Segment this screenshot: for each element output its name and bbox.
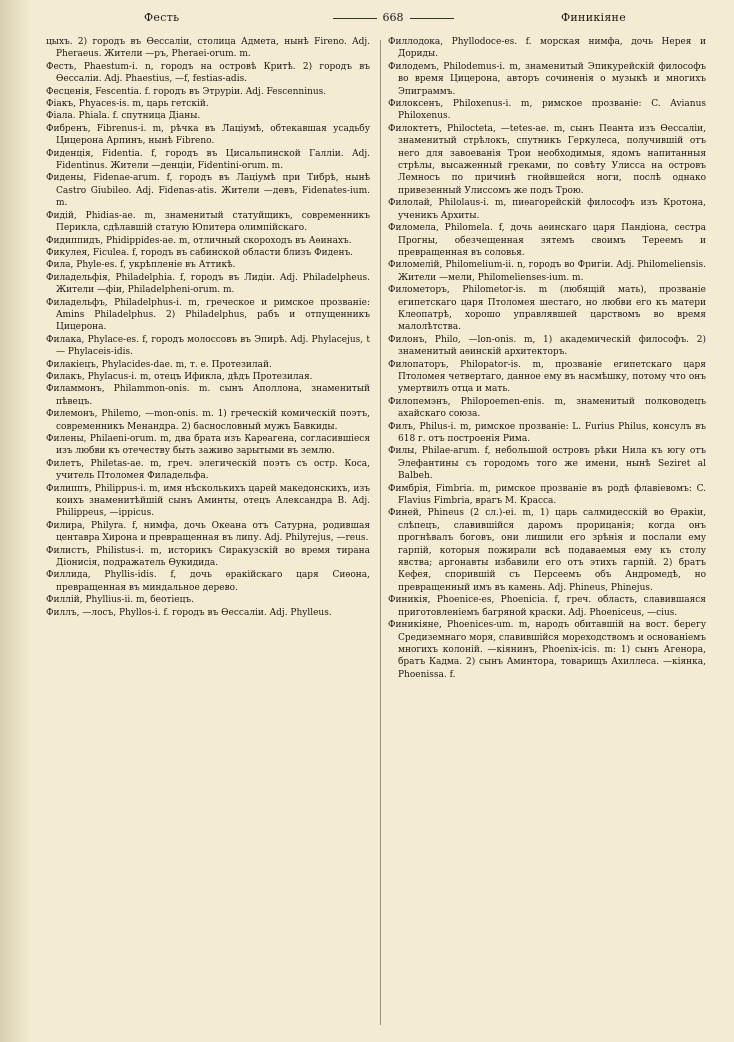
right-column — [388, 36, 706, 1032]
dictionary-entry: Филлодока, Phyllodoce-es. f. морская нимфа, дочь Нерея и Дориды. — [388, 37, 706, 60]
page-header — [44, 8, 694, 30]
dictionary-entry: Филлъ, —лосъ, Phyllos-i. f. городъ въ Ѳессалiи. Adj. Phylleus. — [46, 607, 332, 618]
dictionary-entry: Фимбрiя, Fimbria. m, римское прозванiе въ родѣ флавiевомъ: C. Flavius Fimbria, врагъ М. Красса. — [388, 483, 706, 507]
dictionary-entry: Филира, Philyra. f, нимфа, дочь Океана отъ Сатурна, родившая центавра Хирона и превращенная въ липу. Adj. Philyrejus, —reus. — [46, 520, 370, 544]
dictionary-entry: Фiакъ, Phyaces-is. m, царь гетскiй. — [46, 99, 209, 110]
dictionary-entry: Филемонъ, Philemo, —mon-onis. m. 1) греческiй комическiй поэтъ, современникъ Менандра. 2) баснословный мужъ Бавкиды. — [46, 409, 370, 432]
page-number-block — [312, 11, 474, 24]
dictionary-entry: Филы, Philae-arum. f, небольшой островъ рѣки Нила къ югу отъ Элефантины съ городомъ того же имени, нынѣ Seziret al Balbeh. — [388, 446, 706, 482]
dictionary-entry: Финикiя, Phoenice-es, Phoenicia. f, греч. область, славившаяся приготовленiемъ багряной краски. Adj. Phoeniceus, —cius. — [388, 595, 706, 618]
dictionary-entry: Фесть, Phaestum-i. n, городъ на островѣ Критѣ. 2) городъ въ Ѳессалiи. Adj. Phaestius, —f, festias-adis. — [46, 61, 370, 85]
dictionary-entry: Фидены, Fidenae-arum. f, городъ въ Лацiумѣ при Тибрѣ, нынѣ Castro Giubileo. Adj. Fidenas-atis. Жители —девъ, Fidenates-ium. m. — [46, 173, 370, 209]
page-number: 668 — [382, 11, 404, 24]
running-head-left: Фесть — [144, 11, 180, 24]
page-edge-shadow — [0, 0, 30, 1042]
dictionary-entry: Филометоръ, Philometor-is. m (любящiй мать), прозванiе египетскаго царя Птоломея шестаго, но любви его къ матери Клеопатрѣ, хорошо управлявшей царствомъ во время малолѣтства. — [388, 285, 706, 333]
column-divider — [380, 40, 381, 1025]
dictionary-entry: Филлида, Phyllis-idis. f, дочь ѳракiйскаго царя Сиѳона, превращенная въ миндальное дерево. — [46, 570, 370, 593]
left-column — [46, 36, 370, 1032]
dictionary-entry: Филакiецъ, Phylacides-dae. m, т. е. Протезилай. — [46, 359, 272, 370]
dictionary-entry: Филоксенъ, Philoxenus-i. m, римское прозванiе: C. Avianus Philoxenus. — [388, 99, 706, 122]
dictionary-entry: Фикулея, Ficulea. f, городъ въ сабинской области близъ Фиденъ. — [46, 247, 354, 258]
dictionary-entry: Фiала. Phiala. f. спутница Дiаны. — [46, 111, 201, 122]
dictionary-entry: Филадельфъ, Philadelphus-i. m, греческое и римское прозванiе: Amins Philadelphus. 2) Philadelphus, рабъ и отпущенникъ Цицерона. — [46, 297, 370, 333]
dictionary-entry: Фидiй, Phidias-ae. m, знаменитый статуйщикъ, современникъ Перикла, сдѣлавшiй статую Юпитера олимпiйскаго. — [46, 210, 370, 234]
dictionary-entry: Филакъ, Phylacus-i. m, отецъ Ификла, дѣдъ Протезилая. — [46, 371, 313, 382]
running-head-right: Финикiяне — [561, 11, 626, 24]
dictionary-entry: Филетъ, Philetas-ae. m, греч. элегическiй поэтъ съ остр. Коса, учитель Птоломея Филадельфа. — [46, 458, 370, 482]
dictionary-entry: Фибренъ, Fibrenus-i. m, рѣчка въ Лацiумѣ, обтекавшая усадьбу Цицерона Арпинъ, нынѣ Fibreno. — [46, 123, 370, 147]
dictionary-entry: Фиденцiя, Fidentia. f, городъ въ Цисальпинской Галлiи. Adj. Fidentinus. Жители —денцiи, Fidentini-orum. m. — [46, 148, 370, 172]
dictionary-entry: Фесценiя, Fescentia. f. городъ въ Этрурiи. Adj. Fescenninus. — [46, 86, 327, 97]
dictionary-entry: Филъ, Philus-i. m, римское прозванiе: L. Furius Philus, консулъ въ 618 г. отъ построенiя Рима. — [388, 421, 706, 444]
dictionary-entry: Филаммонъ, Philammon-onis. m. сынъ Аполлона, знаменитый пѣвецъ. — [46, 384, 370, 407]
dictionary-entry: Филомелiй, Philomelium-ii. n, городъ во Фригiи. Adj. Philomeliensis. Жители —мели, Philomelienses-ium. m. — [388, 260, 706, 283]
dictionary-entry: Филадельфiя, Philadelphia. f, городъ въ Лидiи. Adj. Philadelpheus. Жители —фiи, Philadelpheni-orum. m. — [46, 272, 370, 296]
dictionary-entry: Филиппъ, Philippus-i. m, имя нѣсколькихъ царей македонскихъ, изъ коихъ знаменитѣйшiй сынъ Аминты, отецъ Александра В. Adj. Philippeus, —ippicus. — [46, 483, 370, 519]
header-rule-left — [333, 18, 377, 19]
header-rule-right — [410, 18, 454, 19]
dictionary-entry: Филены, Philaeni-orum. m, два брата изъ Карѳагена, согласившiеся изъ любви къ отечеству быть заживо зарытыми въ землю. — [46, 434, 370, 457]
dictionary-entry: Фила, Phyle-es. f, укрѣпленiе въ Аттикѣ. — [46, 260, 236, 271]
dictionary-entry: Финикiяне, Phoenices-um. m, народъ обитавшiй на вост. берегу Средиземнаго моря, славившiйся мореходствомъ и основанiемъ многихъ колонiй. —кiянинъ, Phoenix-icis. m: 1) сынъ Агенора, братъ Кадма. 2) сынъ Аминтора, товарищъ Ахиллеса. —кiянка, Phoenissa. f. — [388, 620, 706, 680]
dictionary-entry: Филомела, Philomela. f, дочь аѳинскаго царя Пандiона, сестра Прогны, обезчещенная зятемъ своимъ Tереемъ и превращенная въ соловья. — [388, 223, 706, 258]
dictionary-entry: Филака, Phylace-es. f, городъ молоссовъ въ Эпирѣ. Adj. Phylacejus, t — Phylaceis-idis. — [46, 334, 370, 358]
dictionary-entry: Филолай, Philolaus-i. m, пиѳагорейскiй философъ изъ Кротона, ученикъ Архиты. — [388, 198, 706, 221]
dictionary-entry: Филопаторъ, Philopator-is. m, прозванiе египетскаго царя Птоломея четвертаго, данное ему въ насмѣшку, потому что онъ умертвилъ отца и мать. — [388, 359, 706, 395]
dictionary-entry: Филлiй, Phyllius-ii. m, беотiецъ. — [46, 595, 194, 606]
dictionary-entry: Фидиппидъ, Phidippides-ae. m, отличный скороходъ въ Аѳинахъ. — [46, 235, 352, 246]
dictionary-entry: Финей, Phineus (2 сл.)-ei. m, 1) царь салмидесскiй во Ѳракiи, слѣпецъ, славившiйся даромъ прорицанiя; когда онъ прогнѣвалъ боговъ, они лишили его зрѣнiя и послали ему гарпiй, которыя пожирали всѣ подаваемыя ему къ столу явства; аргонавты избавили его отъ этихъ гарпiй. 2) братъ Кефея, спорившiй съ Персеемъ объ Андромедѣ, но превращенный имъ въ камень. Adj. Phineus, Phinejus. — [388, 508, 706, 593]
dictionary-entry: Филоктетъ, Philocteta, —tetes-ae. m, сынъ Пеанта изъ Ѳессалiи, знаменитый стрѣлокъ, спутникъ Геркулеса, получившiй отъ него для завоеванiя Трои необходимыя, ядомъ напитанныя стрѣлы, высаженный греками, по совѣту Улисса на островъ Лемносъ по причинѣ гнойвшейся ноги, послѣ однако привезенный Улиссомъ же подъ Трою. — [388, 123, 706, 196]
dictionary-entry: Филопемэнъ, Philopoemen-enis. m, знаменитый полководецъ ахайскаго союза. — [388, 396, 706, 420]
dictionary-entry: цыхъ. 2) городъ въ Ѳессалiи, столица Адмета, нынѣ Fireno. Adj. Pheraeus. Жители —ръ, Pheraei-orum. m. — [46, 37, 370, 60]
dictionary-entry: Филонъ, Philo, —lon-onis. m, 1) академическiй философъ. 2) знаменитый аѳинскiй архитекторъ. — [388, 334, 706, 358]
dictionary-entry: Филистъ, Philistus-i. m, историкъ Сиракузскiй во время тирана Дiонисiя, подражатель Ѳукидида. — [46, 545, 370, 569]
dictionary-entry: Филодемъ, Philodemus-i. m, знаменитый Эпикурейскiй философъ во время Цицерона, авторъ сочиненiя о музыкѣ и многихъ Эпиграммъ. — [388, 61, 706, 97]
